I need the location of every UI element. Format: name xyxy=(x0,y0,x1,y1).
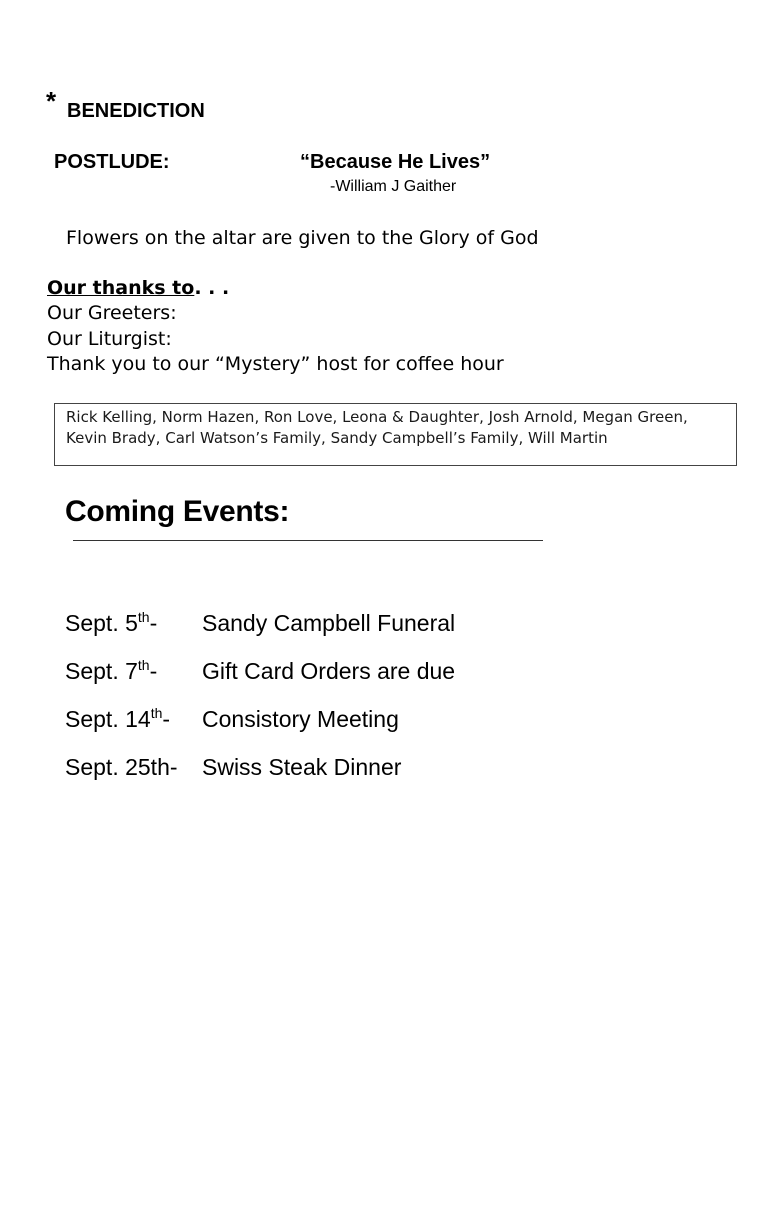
thanks-heading-ellipsis: . . . xyxy=(194,277,230,299)
thanks-heading xyxy=(47,275,229,301)
thanks-heading-text: Our thanks to xyxy=(47,277,195,299)
names-box: Rick Kelling, Norm Hazen, Ron Love, Leona & Daughter, Josh Arnold, Megan Green, Kevin Brady, Carl Watson’s Family, Sandy Campbell’s Family, Will Martin xyxy=(54,403,737,466)
coming-events-heading: Coming Events: xyxy=(65,495,290,528)
event-date: Sept. 14th- xyxy=(65,705,171,732)
event-date: Sept. 25th- xyxy=(65,754,178,780)
greeters-line: Our Greeters: xyxy=(47,302,177,324)
event-description: Swiss Steak Dinner xyxy=(202,754,402,780)
event-date: Sept. 5th- xyxy=(65,609,158,636)
postlude-label: POSTLUDE: xyxy=(54,151,170,173)
benediction-heading: BENEDICTION xyxy=(67,100,205,122)
event-description: Sandy Campbell Funeral xyxy=(202,610,456,636)
postlude-composer: -William J Gaither xyxy=(330,178,457,195)
flowers-note: Flowers on the altar are given to the Glory of God xyxy=(66,227,539,249)
postlude-title: “Because He Lives” xyxy=(300,151,491,173)
liturgist-line: Our Liturgist: xyxy=(47,328,172,350)
coffee-host-line: Thank you to our “Mystery” host for coffee hour xyxy=(47,353,504,375)
benediction-marker: * xyxy=(46,86,57,116)
coming-events-divider xyxy=(73,540,543,541)
event-description: Consistory Meeting xyxy=(202,706,399,732)
event-description: Gift Card Orders are due xyxy=(202,658,456,684)
event-date: Sept. 7th- xyxy=(65,657,158,684)
